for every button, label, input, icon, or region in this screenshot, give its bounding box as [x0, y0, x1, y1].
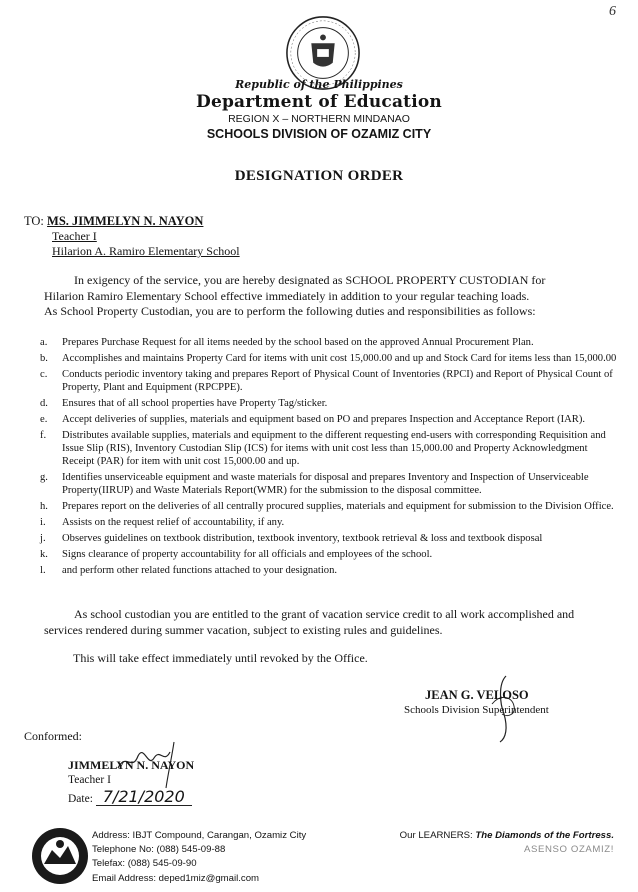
duty-item: [40, 397, 620, 410]
recipient-school: Hilarion A. Ramiro Elementary School: [52, 244, 240, 258]
department-name: Department of Education: [196, 92, 442, 112]
duty-text: Signs clearance of property accountability for all officials and employees of the school.: [62, 549, 433, 560]
footer-telefax: Telefax: (088) 545-09-90: [92, 858, 197, 870]
entitlement-line: services rendered during summer vacation, subject to existing rules and guidelines.: [44, 622, 443, 637]
conformee-name: JIMMELYN N. NAYON: [68, 758, 195, 772]
duty-text: Prepares report on the deliveries of all centrally procured supplies, materials and equipment for submission to the Division Office.: [62, 501, 614, 512]
duty-item: [40, 516, 620, 529]
duty-item: [40, 429, 620, 468]
recipient-position: Teacher I: [52, 229, 97, 243]
duty-item: [40, 548, 620, 561]
footer-telephone: Telephone No: (088) 545-09-88: [92, 844, 226, 856]
duty-letter: g.: [40, 472, 48, 483]
duty-text: Conducts periodic inventory taking and prepares Report of Physical Count of Inventories (RPCI) and Report of Physical Count of Property, Plant and Equipment (RPCPPE).: [62, 369, 613, 393]
intro-line: As School Property Custodian, you are to perform the following duties and responsibilities as follows:: [44, 304, 536, 318]
conformee-role: Teacher I: [68, 774, 111, 786]
entitlement-line: As school custodian you are entitled to the grant of vacation service credit to all work accomplished and: [74, 607, 575, 621]
duty-text: Observes guidelines on textbook distribution, textbook inventory, textbook retrieval & loss and textbook disposal: [62, 533, 543, 544]
duty-item: [40, 413, 620, 426]
duty-letter: e.: [40, 414, 48, 425]
duty-text: Ensures that of all school properties have Property Tag/sticker.: [62, 398, 328, 409]
conformee-date: [68, 789, 192, 806]
signatory-name: JEAN G. VELOSO: [425, 688, 529, 702]
duty-item: [40, 500, 620, 513]
duty-letter: i.: [40, 517, 46, 528]
duty-item: [40, 336, 620, 349]
footer-tagline-block: [384, 829, 614, 857]
duty-text: Accomplishes and maintains Property Card for items with unit cost 15,000.00 and up and Stock Card for items less than 15,000.00: [62, 353, 617, 364]
duties-list: [40, 336, 620, 580]
duty-letter: l.: [40, 565, 46, 576]
footer-contact: [92, 829, 306, 886]
republic-line: Republic of the Philippines: [235, 78, 403, 91]
duty-text: Identifies unserviceable equipment and waste materials for disposal and prepares Inventory and Inspection of Unserviceable Property(IIRUP) and Waste Materials Report(WMR) for the submission to the disposal committee.: [62, 472, 589, 496]
recipient-address: [52, 229, 240, 259]
duty-item: [40, 352, 620, 365]
duty-text: Prepares Purchase Request for all items needed by the school based on the approved Annual Procurement Plan.: [62, 337, 534, 348]
intro-paragraph: [44, 273, 604, 320]
duty-letter: h.: [40, 501, 48, 512]
duty-text: Accept deliveries of supplies, materials and equipment based on PO and prepares Inspection and Acceptance Report (IAR).: [62, 414, 586, 425]
region-line: REGION X – NORTHERN MINDANAO: [228, 113, 410, 125]
division-seal-icon: [30, 826, 90, 886]
duty-letter: c.: [40, 369, 48, 380]
effectivity-paragraph: This will take effect immediately until revoked by the Office.: [73, 651, 368, 665]
duty-text: Distributes available supplies, materials and equipment to the different requesting end-users with corresponding Requisition and Issue Slip (RIS), Inventory Custodian Slip (ICS) for items with unit cost less than 15,000.00 and Property Acknowledgment Receipt (PAR) for item with unit cost 15,000.00 and up.: [62, 430, 606, 467]
duty-letter: d.: [40, 398, 48, 409]
recipient-block: [24, 213, 203, 229]
recipient-name: MS. JIMMELYN N. NAYON: [47, 214, 204, 228]
page-corner-mark: 6: [609, 4, 616, 19]
footer-email: Email Address: deped1miz@gmail.com: [92, 872, 260, 884]
duty-item: [40, 471, 620, 497]
duty-letter: j.: [40, 533, 46, 544]
signatory-title: Schools Division Superintendent: [404, 704, 549, 716]
slogan: ASENSO OZAMIZ!: [524, 844, 614, 856]
date-value: 7/21/2020: [96, 789, 192, 806]
intro-line: Hilarion Ramiro Elementary School effective immediately in addition to your regular teaching loads.: [44, 288, 530, 303]
document-title: DESIGNATION ORDER: [234, 168, 404, 184]
footer-address: Address: IBJT Compound, Carangan, Ozamiz City: [92, 830, 307, 841]
division-name: SCHOOLS DIVISION OF OZAMIZ CITY: [206, 127, 432, 141]
intro-line: In exigency of the service, you are hereby designated as SCHOOL PROPERTY CUSTODIAN for: [74, 273, 546, 287]
duty-letter: f.: [40, 430, 47, 441]
duty-item: [40, 532, 620, 545]
duty-item: [40, 368, 620, 394]
duty-item: [40, 564, 620, 577]
date-label: Date:: [68, 793, 93, 805]
duty-letter: b.: [40, 353, 48, 364]
duty-letter: a.: [40, 337, 48, 348]
duty-letter: k.: [40, 549, 48, 560]
duty-text: and perform other related functions attached to your designation.: [62, 565, 338, 576]
duty-text: Assists on the request relief of accountability, if any.: [62, 517, 285, 528]
entitlement-paragraph: [44, 607, 604, 638]
tagline: The Diamonds of the Fortress.: [475, 830, 614, 841]
conformed-label: Conformed:: [24, 729, 82, 743]
to-label: TO:: [24, 214, 44, 228]
tagline-prefix: Our LEARNERS:: [399, 830, 473, 841]
